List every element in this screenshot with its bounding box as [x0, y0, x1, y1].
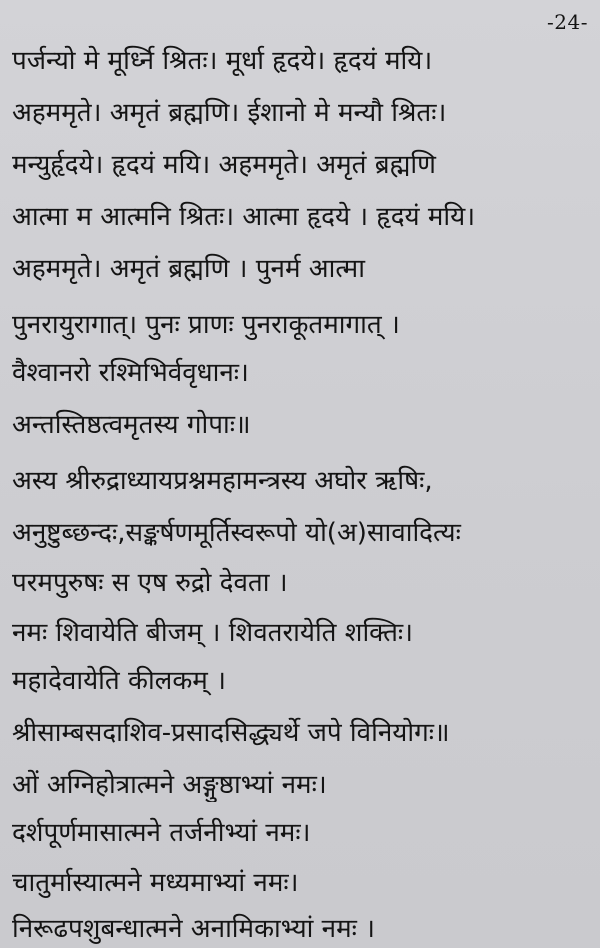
text-line-5: अहममृते। अमृतं ब्रह्मणि । पुनर्म आत्मा: [12, 254, 365, 284]
page-number: -24-: [547, 10, 588, 34]
text-line-17: चातुर्मास्यात्मने मध्यमाभ्यां नमः।: [12, 868, 299, 898]
text-line-4: आत्मा म आत्मनि श्रितः। आत्मा हृदये । हृदयं मयि।: [12, 202, 476, 232]
text-line-16: दर्शपूर्णमासात्मने तर्जनीभ्यां नमः।: [12, 818, 311, 848]
text-line-3: मन्युर्हृदये। हृदयं मयि। अहममृते। अमृतं ब्रह्मणि: [12, 150, 436, 180]
text-line-13: महादेवायेति कीलकम् ।: [12, 666, 226, 696]
text-line-18: निरूढपशुबन्धात्मने अनामिकाभ्यां नमः ।: [12, 914, 376, 944]
text-line-2: अहममृते। अमृतं ब्रह्मणि। ईशानो मे मन्यौ श्रितः।: [12, 98, 447, 128]
text-line-6: पुनरायुरागात्। पुनः प्राणः पुनराकूतमागात् ।: [12, 310, 400, 340]
text-line-11: परमपुरुषः स एष रुद्रो देवता ।: [12, 568, 288, 598]
text-line-14: श्रीसाम्बसदाशिव-प्रसादसिद्ध्यर्थे जपे विनियोगः॥: [12, 718, 450, 748]
text-line-7: वैश्वानरो रश्मिभिर्ववृधानः।: [12, 358, 249, 388]
text-line-9: अस्य श्रीरुद्राध्यायप्रश्नमहामन्त्रस्य अघोर ऋषिः,: [12, 466, 433, 496]
text-line-1: पर्जन्यो मे मूर्ध्नि श्रितः। मूर्धा हृदये। हृदयं मयि।: [12, 46, 433, 76]
text-line-8: अन्तस्तिष्ठत्वमृतस्य गोपाः॥: [12, 410, 251, 440]
text-line-10: अनुष्टुब्छन्दः,सङ्कर्षणमूर्तिस्वरूपो यो(अ)सावादित्यः: [12, 518, 461, 548]
text-line-15: ओं अग्निहोत्रात्मने अङ्गुष्ठाभ्यां नमः।: [12, 770, 327, 800]
text-line-12: नमः शिवायेति बीजम् । शिवतरायेति शक्तिः।: [12, 618, 414, 648]
